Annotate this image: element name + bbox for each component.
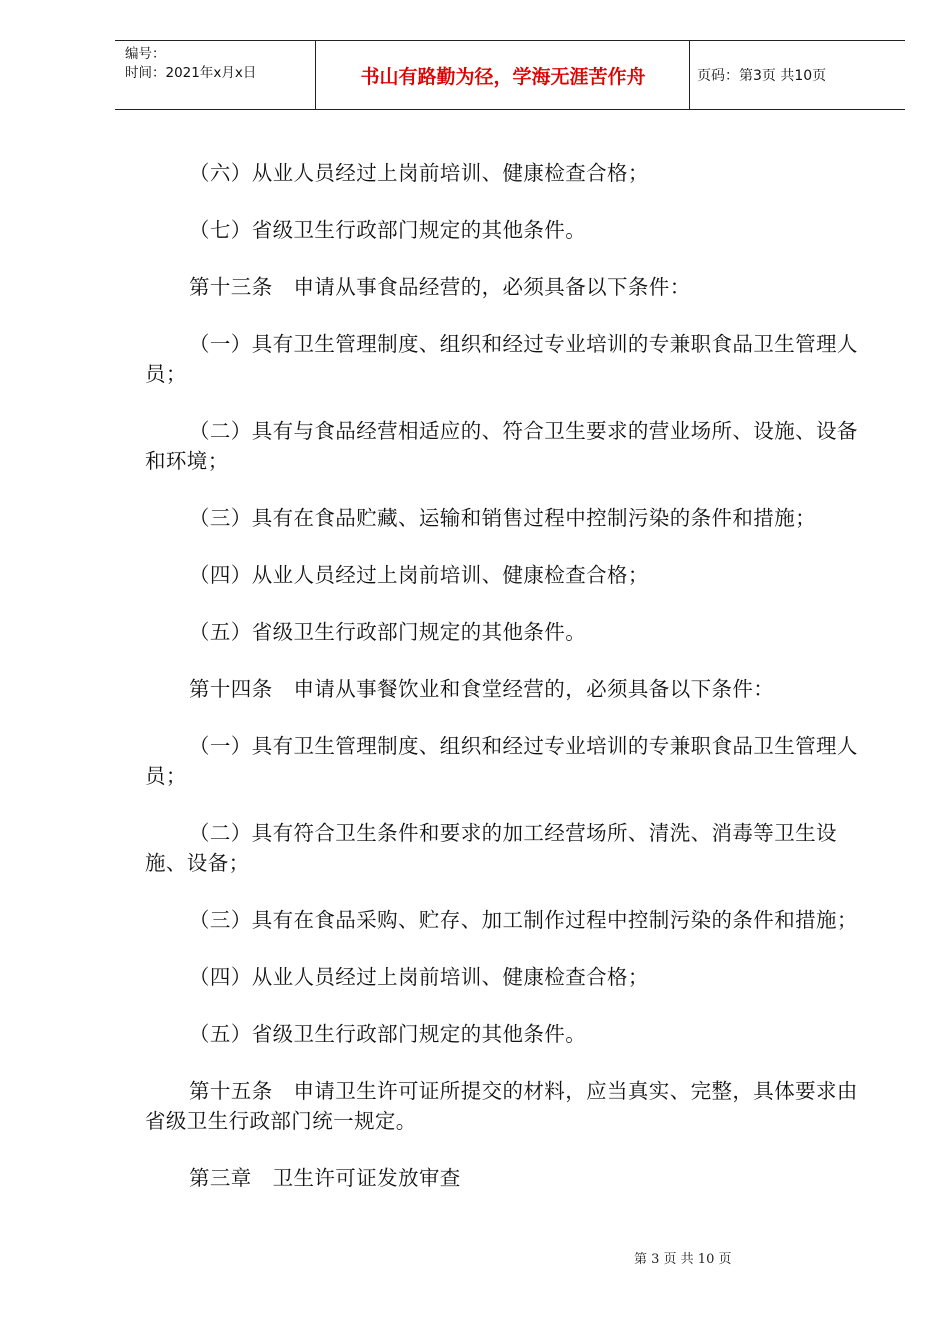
chapter-heading: 第三章 卫生许可证发放审查 bbox=[189, 1166, 461, 1190]
header-motto: 书山有路勤为径，学海无涯苦作舟 bbox=[360, 65, 646, 88]
header-divider bbox=[689, 41, 690, 109]
paragraph: （一）具有卫生管理制度、组织和经过专业培训的专兼职食品卫生管理人员； bbox=[145, 734, 858, 788]
header-meta bbox=[125, 45, 256, 83]
paragraph: （一）具有卫生管理制度、组织和经过专业培训的专兼职食品卫生管理人员； bbox=[145, 332, 858, 386]
paragraph: （六）从业人员经过上岗前培训、健康检查合格； bbox=[189, 161, 649, 185]
header-divider bbox=[315, 41, 316, 109]
time-label: 时间：2021年x月x日 bbox=[125, 65, 257, 81]
header-page-info: 页码：第3页 共10页 bbox=[697, 68, 827, 84]
paragraph: （三）具有在食品贮藏、运输和销售过程中控制污染的条件和措施； bbox=[189, 506, 816, 530]
document-body bbox=[145, 158, 861, 1220]
article-heading: 第十四条 申请从事餐饮业和食堂经营的，必须具备以下条件： bbox=[189, 677, 775, 701]
page-header bbox=[115, 40, 905, 110]
paragraph: （三）具有在食品采购、贮存、加工制作过程中控制污染的条件和措施； bbox=[189, 908, 858, 932]
article-heading: 第十五条 申请卫生许可证所提交的材料，应当真实、完整，具体要求由省级卫生行政部门统一规定。 bbox=[145, 1079, 858, 1133]
paragraph: （二）具有与食品经营相适应的、符合卫生要求的营业场所、设施、设备和环境； bbox=[145, 419, 858, 473]
paragraph: （五）省级卫生行政部门规定的其他条件。 bbox=[189, 1022, 587, 1046]
number-label: 编号： bbox=[125, 46, 166, 62]
article-heading: 第十三条 申请从事食品经营的，必须具备以下条件： bbox=[189, 275, 691, 299]
paragraph: （四）从业人员经过上岗前培训、健康检查合格； bbox=[189, 965, 649, 989]
paragraph: （二）具有符合卫生条件和要求的加工经营场所、清洗、消毒等卫生设施、设备； bbox=[145, 821, 837, 875]
page-footer: 第 3 页 共 10 页 bbox=[634, 1252, 732, 1267]
paragraph: （七）省级卫生行政部门规定的其他条件。 bbox=[189, 218, 587, 242]
paragraph: （四）从业人员经过上岗前培训、健康检查合格； bbox=[189, 563, 649, 587]
paragraph: （五）省级卫生行政部门规定的其他条件。 bbox=[189, 620, 587, 644]
